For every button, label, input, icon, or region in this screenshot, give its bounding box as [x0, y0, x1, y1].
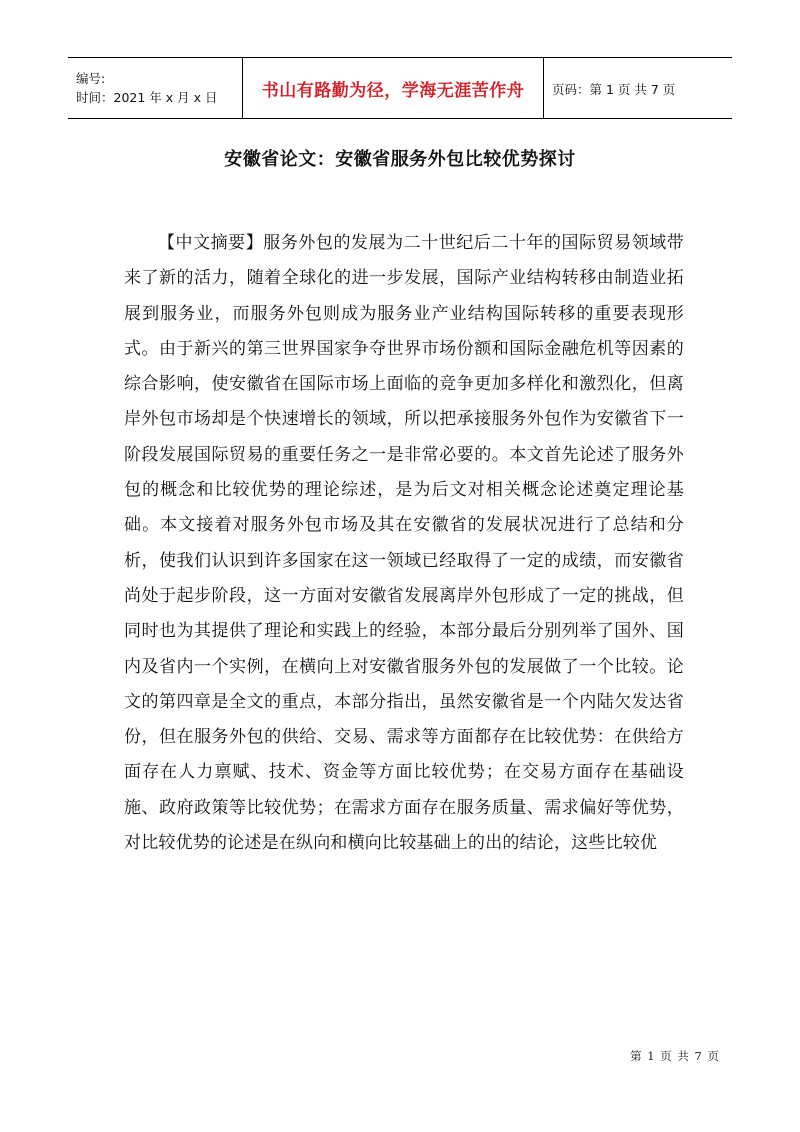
- header-page-number: 页码：第 1 页 共 7 页: [552, 81, 676, 97]
- header-meta-cell: [68, 58, 243, 119]
- header-motto-cell: [243, 58, 544, 119]
- document-time-label: 时间：2021 年 x 月 x 日: [76, 90, 218, 105]
- document-number-label: 编号:: [76, 71, 106, 86]
- footer-page-number: 第 1 页 共 7 页: [630, 1049, 720, 1063]
- document-header: [68, 57, 732, 119]
- abstract-paragraph: 【中文摘要】服务外包的发展为二十世纪后二十年的国际贸易领域带来了新的活力，随着全球化的进一步发展，国际产业结构转移由制造业拓展到服务业，而服务外包则成为服务业产业结构国际转移的重要表现形式。由于新兴的第三世界国家争夺世界市场份额和国际金融危机等因素的综合影响，使安徽省在国际市场上面临的竞争更加多样化和激烈化，但离岸外包市场却是个快速增长的领域，所以把承接服务外包作为安徽省下一阶段发展国际贸易的重要任务之一是非常必要的。本文首先论述了服务外包的概念和比较优势的理论综述，是为后文对相关概念论述奠定理论基础。本文接着对服务外包市场及其在安徽省的发展状况进行了总结和分析，使我们认识到许多国家在这一领域已经取得了一定的成绩，而安徽省尚处于起步阶段，这一方面对安徽省发展离岸外包形成了一定的挑战，但同时也为其提供了理论和实践上的经验，本部分最后分别列举了国外、国内及省内一个实例，在横向上对安徽省服务外包的发展做了一个比较。论文的第四章是全文的重点，本部分指出，虽然安徽省是一个内陆欠发达省份，但在服务外包的供给、交易、需求等方面都存在比较优势：在供给方面存在人力禀赋、技术、资金等方面比较优势；在交易方面存在基础设施、政府政策等比较优势；在需求方面存在服务质量、需求偏好等优势，对比较优势的论述是在纵向和横向比较基础上的出的结论，这些比较优: [124, 233, 684, 854]
- document-title: 安徽省论文：安徽省服务外包比较优势探讨: [224, 149, 576, 170]
- header-motto: 书山有路勤为径，学海无涯苦作舟: [261, 80, 525, 101]
- header-page-cell: [544, 58, 733, 119]
